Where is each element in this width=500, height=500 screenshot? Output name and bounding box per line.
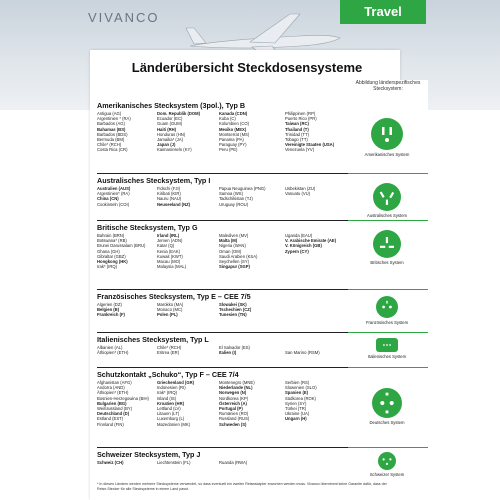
country-entry: Äthiopien* (ETH) — [97, 350, 129, 356]
country-entry: Panama (PA) — [219, 137, 244, 143]
country-column — [219, 345, 285, 355]
country-entry: Venezuela (YV) — [285, 147, 315, 153]
country-entry: Jemen (ADN) — [157, 238, 183, 244]
country-entry: Bermuda (BM) — [97, 137, 125, 143]
socket-label: Britisches System — [370, 260, 404, 265]
section-title: Französisches Stecksystem, Typ E – CEE 7/5 — [97, 292, 251, 301]
country-column — [285, 345, 349, 355]
country-entry: Kuba (C) — [219, 116, 236, 122]
country-entry: Italien (I) — [219, 350, 237, 356]
country-entry: Chile* (RCH) — [157, 345, 182, 350]
country-entry: Katar (Q) — [157, 243, 175, 249]
country-column — [219, 302, 285, 318]
socket-icon — [373, 183, 401, 211]
country-entry: Vereinigte Staaten (USA) — [285, 142, 335, 148]
country-entry: Polen (PL) — [157, 312, 178, 318]
country-entry: Österreich (A) — [219, 400, 247, 406]
country-entry: Kaimaninseln (KY) — [157, 147, 192, 153]
country-column — [157, 302, 219, 318]
country-column — [285, 460, 349, 465]
country-entry: Kuwait (KWT) — [157, 253, 183, 259]
section-title: Schutzkontakt „Schuko“, Typ F – CEE 7/4 — [97, 370, 239, 379]
country-column — [97, 186, 157, 207]
country-entry: Brunei Darussalam (BRU) — [97, 243, 146, 249]
country-entry: Albanien (AL) — [97, 345, 123, 350]
country-entry: Kenia (EAK) — [157, 248, 181, 254]
socket-label: Australisches System — [366, 213, 408, 218]
country-entry: Paraguay (PY) — [219, 142, 247, 148]
country-column — [219, 380, 285, 427]
country-entry: Spanien (E) — [285, 390, 309, 396]
plug-illustration — [364, 230, 410, 265]
country-entry: Irak* (IRQ) — [157, 390, 178, 396]
country-entry: V. Königreich (GB) — [285, 243, 322, 249]
country-entry: Honduras (HN) — [157, 131, 186, 137]
socket-icon — [373, 230, 401, 258]
socket-icon — [376, 296, 398, 318]
sidebar-divider — [348, 220, 428, 221]
country-entry: Tobago (TT) — [285, 137, 308, 143]
country-entry: Bosnien-Herzegowina (BIH) — [97, 395, 149, 401]
country-entry: Indonesien (RI) — [157, 385, 186, 391]
country-entry: Bahamas (BS) — [97, 126, 126, 132]
country-entry: Ungarn (H) — [285, 416, 307, 422]
section-title: Australisches Stecksystem, Typ I — [97, 176, 211, 185]
plug-illustration — [364, 118, 410, 157]
country-entry: Botswana* (RB) — [97, 238, 127, 244]
country-entry: Singapur (SGP) — [219, 264, 250, 270]
country-entry: Malediven (MV) — [219, 233, 249, 238]
country-entry: Papua Neuguinea (PNG) — [219, 186, 266, 191]
country-entry: Nauru (NAU) — [157, 196, 182, 202]
country-entry: Bulgarien (BG) — [97, 400, 127, 406]
country-entry: Nordkorea (KP) — [219, 395, 249, 401]
country-column — [285, 111, 349, 153]
country-entry: Estland (EST) — [97, 416, 124, 422]
country-entry: Südkorea (ROK) — [285, 395, 316, 401]
country-entry: Portugal (P) — [219, 406, 243, 412]
country-entry: Oman (OM) — [219, 248, 242, 254]
section-title: Britische Stecksystem, Typ G — [97, 223, 198, 232]
country-column — [285, 302, 349, 318]
country-entry: Malaysia (MAL) — [157, 264, 187, 270]
country-entry: Kiribati (KIR) — [157, 191, 181, 197]
country-columns — [97, 111, 349, 153]
country-entry: Schweden (S) — [219, 421, 247, 427]
plug-section — [97, 292, 349, 318]
country-entry: Mazedonien (MK) — [157, 421, 191, 427]
country-entry: Afghanistan (AFG) — [97, 380, 132, 385]
country-entry: Irak* (IRQ) — [97, 264, 118, 270]
country-entry: Serbien (RS) — [285, 380, 310, 385]
country-column — [157, 460, 219, 465]
sidebar-divider — [348, 289, 428, 290]
sidebar-divider — [348, 173, 428, 174]
country-entry: Luxemburg (L) — [157, 416, 185, 422]
country-entry: Kanada (CDN) — [219, 111, 248, 116]
country-entry: Jamaika* (JA) — [157, 137, 184, 143]
country-entry: Lettland (LV) — [157, 406, 181, 412]
country-entry: Philippinen (RP) — [285, 111, 316, 116]
country-entry: Haiti (RH) — [157, 126, 177, 132]
country-column — [97, 460, 157, 465]
country-entry: Weißrussland (BY) — [97, 406, 133, 412]
country-column — [97, 233, 157, 269]
country-entry: Griechenland (GR) — [157, 380, 194, 385]
plug-section — [97, 370, 349, 427]
country-entry: Uruguay (ROU) — [219, 201, 249, 207]
country-entry: Guam (GUM) — [157, 121, 183, 127]
socket-label: Deutsches System — [369, 420, 405, 425]
country-column — [219, 460, 285, 465]
country-entry: Chile* (RCH) — [97, 142, 122, 148]
country-column — [285, 233, 349, 269]
country-entry: Tadschikistan (TJ) — [219, 196, 253, 202]
section-divider — [97, 447, 349, 448]
country-entry: Montenegro (MNE) — [219, 380, 255, 385]
country-column — [157, 186, 219, 207]
section-divider — [97, 220, 349, 221]
brand-logo: VIVANCO — [88, 10, 160, 25]
sidebar-header: Abbildung länderspezifisches Stecksystem: — [355, 80, 421, 92]
country-entry: Slowenien (SLO) — [285, 385, 317, 391]
section-divider — [97, 173, 349, 174]
country-entry: Dom. Republik (DOM) — [157, 111, 201, 116]
country-entry: Litauen (LT) — [157, 411, 180, 417]
plug-section — [97, 450, 349, 465]
plug-section — [97, 101, 349, 153]
plug-section — [97, 176, 349, 207]
country-entry: Ecuador (EC) — [157, 116, 183, 122]
country-columns — [97, 302, 349, 318]
socket-icon — [372, 388, 402, 418]
country-entry: Bahrain (BRN) — [97, 233, 125, 238]
country-entry: Monaco (MC) — [157, 307, 183, 313]
socket-icon — [378, 452, 396, 470]
country-entry: Frankreich (F) — [97, 312, 125, 318]
country-entry: Rumänien (RO) — [219, 411, 249, 417]
country-entry: Saudi Arabien (KSA) — [219, 253, 258, 259]
country-entry: Usbekistan (ZU) — [285, 186, 316, 191]
country-entry: Australien (AUS) — [97, 186, 131, 191]
country-entry: San Marino (RSM) — [285, 350, 320, 356]
plug-illustration — [364, 183, 410, 218]
country-entry: Marokko (MA) — [157, 302, 184, 307]
country-entry: Seychellen (SY) — [219, 259, 250, 265]
section-divider — [97, 367, 349, 368]
country-column — [285, 380, 349, 427]
country-entry: Nigeria (WAN) — [219, 243, 246, 249]
country-entry: V. Arabische Emirate (AE) — [285, 238, 337, 244]
country-entry: Ghana (GH) — [97, 248, 120, 254]
country-column — [97, 302, 157, 318]
country-entry: Norwegen (N) — [219, 390, 247, 396]
socket-icon — [371, 118, 403, 150]
plug-section — [97, 223, 349, 269]
country-entry: Neuseeland (NZ) — [157, 201, 191, 207]
country-columns — [97, 186, 349, 207]
plug-illustration — [364, 388, 410, 425]
country-entry: Deutschland (D) — [97, 411, 130, 417]
country-column — [219, 233, 285, 269]
country-entry: Tunesien (TN) — [219, 312, 247, 318]
country-column — [157, 380, 219, 427]
country-column — [97, 345, 157, 355]
country-column — [97, 111, 157, 153]
country-columns — [97, 380, 349, 427]
country-entry: Antigua (AG) — [97, 111, 122, 116]
country-entry: China (CN) — [97, 196, 119, 202]
country-entry: Island (IS) — [157, 395, 177, 401]
country-entry: Slowakei (SK) — [219, 302, 247, 307]
country-column — [285, 186, 349, 207]
country-column — [157, 111, 219, 153]
section-divider — [97, 289, 349, 290]
country-columns — [97, 460, 349, 465]
country-entry: Syrien (SY) — [285, 400, 307, 406]
sidebar-divider — [348, 332, 428, 333]
country-entry: Trinidad (TT) — [285, 131, 310, 137]
country-entry: Peru (PE) — [219, 147, 238, 153]
country-entry: Mexiko (MEX) — [219, 126, 247, 132]
socket-label: Amerikanisches System — [364, 152, 410, 157]
country-entry: Costa Rica (CR) — [97, 147, 128, 153]
country-entry: Vanuatu (VU) — [285, 191, 311, 197]
country-column — [97, 380, 157, 427]
plug-illustration — [364, 452, 410, 477]
country-entry: Belgien (B) — [97, 307, 120, 313]
country-entry: Hongkong (HK) — [97, 259, 128, 265]
country-entry: Kolumbien (CO) — [219, 121, 250, 127]
country-entry: Puerto Rico (PR) — [285, 116, 317, 122]
country-entry: Argentinien * (RA) — [97, 116, 131, 122]
country-entry: Macau (MO) — [157, 259, 181, 265]
country-entry: Andorra (AND) — [97, 385, 125, 391]
country-entry: Liechtenstein (FL) — [157, 460, 191, 465]
country-entry: Malta (M) — [219, 238, 238, 244]
socket-label: Italienisches System — [367, 354, 407, 359]
socket-label: Französisches System — [365, 320, 409, 325]
country-entry: El Salvador (ES) — [219, 345, 250, 350]
country-entry: Niederlande (NL) — [219, 385, 253, 391]
sidebar-divider — [348, 447, 428, 448]
section-title: Schweizer Stecksystem, Typ J — [97, 450, 201, 459]
country-columns — [97, 233, 349, 269]
country-entry: Ruanda (RWA) — [219, 460, 248, 465]
country-entry: Zypern (CY) — [285, 248, 309, 254]
country-entry: Cookinseln (COI) — [97, 201, 130, 207]
sidebar-divider — [348, 367, 428, 368]
country-entry: Uganda (EAU) — [285, 233, 313, 238]
country-entry: Ukraine (UA) — [285, 411, 310, 417]
plug-section — [97, 335, 349, 355]
country-entry: Argentinien* (RA) — [97, 191, 130, 197]
section-divider — [97, 332, 349, 333]
country-column — [219, 186, 285, 207]
country-entry: Äthiopien* (ETH) — [97, 390, 129, 396]
country-entry: Finnland (FIN) — [97, 421, 124, 427]
country-entry: Montserrat (MS) — [219, 131, 250, 137]
country-entry: Türkei (TR) — [285, 406, 307, 412]
country-entry: Barbados (AG) — [97, 121, 125, 127]
country-entry: Kroatien (HR) — [157, 400, 184, 406]
country-column — [219, 111, 285, 153]
country-column — [157, 345, 219, 355]
country-entry: Taiwan (RC) — [285, 121, 309, 127]
country-column — [157, 233, 219, 269]
country-entry: Fidschi (FJI) — [157, 186, 181, 191]
socket-icon — [376, 338, 398, 352]
country-entry: Barbados (BDS) — [97, 131, 128, 137]
country-entry: Samoa (WS) — [219, 191, 243, 197]
section-title: Italienisches Stecksystem, Typ L — [97, 335, 209, 344]
country-columns — [97, 345, 349, 355]
country-entry: Eritrea (ER) — [157, 350, 180, 356]
travel-badge: Travel — [340, 0, 426, 24]
country-entry: Algerien (DZ) — [97, 302, 122, 307]
section-title: Amerikanisches Stecksystem (3pol.), Typ B — [97, 101, 246, 110]
page-title: Länderübersicht Steckdosensysteme — [131, 60, 363, 75]
country-entry: Russland (RUS) — [219, 416, 250, 422]
plug-illustration — [364, 338, 410, 359]
socket-label: Schweizer System — [369, 472, 405, 477]
country-entry: Gibraltar (GBZ) — [97, 253, 126, 259]
country-entry: Japan (J) — [157, 142, 176, 148]
country-entry: Irland (IRL) — [157, 233, 180, 238]
plug-illustration — [364, 296, 410, 325]
country-entry: Thailand (T) — [285, 126, 309, 132]
country-entry: Tschechien (CZ) — [219, 307, 252, 313]
country-entry: Schweiz (CH) — [97, 460, 124, 465]
footnote: * In diesen Ländern werden mehrere Stecksysteme verwendet, so dass eventuell ein zweiter Reiseadapter erworben werden muss. Vivanco übernimmt keine Garantie dafür, dass der Reise-Stecker für alle Stecksysteme in einem Land passt. — [97, 482, 387, 491]
